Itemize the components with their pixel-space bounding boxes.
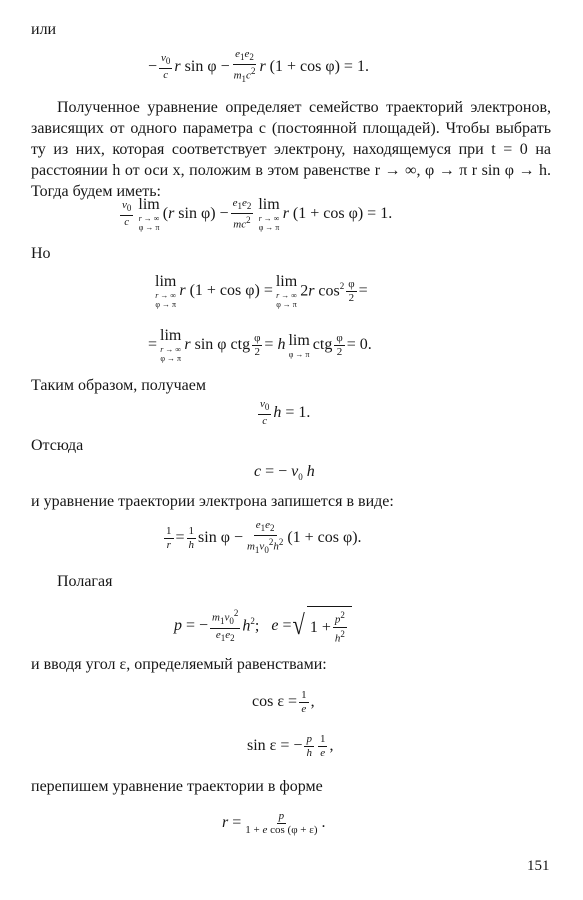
equation-10: r = $\frac{p}{\text{1 + e cos (φ + ε)}}$ . — [222, 809, 326, 836]
equation-5: c = − $v_0$ h — [254, 463, 315, 483]
equation-3b: = lim r → ∞ φ → π r sin φ ctg $\frac{\varphi}{2}$ = h lim φ → π ctg $\frac{\varphi}{2}$ = 0. — [148, 327, 372, 363]
word-polagaya: Полагая — [57, 573, 113, 590]
equation-1: − $\frac{v_0}{c}$ r sin φ − $\frac{e_1e_2}{m_1c^2}$ r (1 + cos φ) = 1. — [148, 47, 369, 85]
text-takim-obrazom: Таким образом, получаем — [31, 377, 206, 394]
equation-2: $v_0$ c lim r → ∞ φ → π (r sin φ) − $\frac{e_1e_2}{mc^2}$ lim r → ∞ φ → π r (1 + cos φ) = 1. — [122, 196, 393, 232]
equation-7: p = − $\frac{m_1v_0^2}{e_1e_2}$ $h^2$; e = √ 1 + $p^2$ $h^2$ — [174, 605, 352, 647]
word-no: Но — [31, 245, 51, 262]
equation-8: cos ε = $\frac{1}{e}$ , — [252, 688, 315, 715]
equation-3a: lim r → ∞ φ → π r (1 + cos φ) = lim r → ∞ φ → π 2r $\cos^2$ $\frac{\varphi}{2}$ = — [155, 273, 368, 309]
text-vvodya-ugol: и вводя угол ε, определяемый равенствами: — [31, 656, 327, 673]
word-otsyuda: Отсюда — [31, 437, 84, 454]
equation-6: $\frac{1}{r}$ = $\frac{1}{h}$ sin φ − $\frac{e_1e_2}{m_1v_0^2h^2}$ (1 + cos φ). — [166, 518, 362, 556]
paragraph-1: Полученное уравнение определяет семейство траекторий электронов, зависящих от одного параметра c (постоянной площадей). Чтобы выбрать ту из них, которая соответствует электрону, находящемуся при t = 0 на расстоянии h от оси x, положим в этом равенстве r → ∞, φ → π r sin φ → h. Тогда будем иметь: — [31, 99, 551, 200]
text-uravnenie-traektorii: и уравнение траектории электрона запишется в виде: — [31, 493, 394, 510]
equation-4: $v_0$ c h = 1. — [260, 397, 311, 428]
word-ili: или — [31, 21, 57, 38]
equation-9: sin ε = − $\frac{p}{h}$ 1 e , — [247, 732, 334, 759]
text-perepishem: перепишем уравнение траектории в форме — [31, 778, 323, 795]
page-number: 151 — [527, 858, 550, 874]
